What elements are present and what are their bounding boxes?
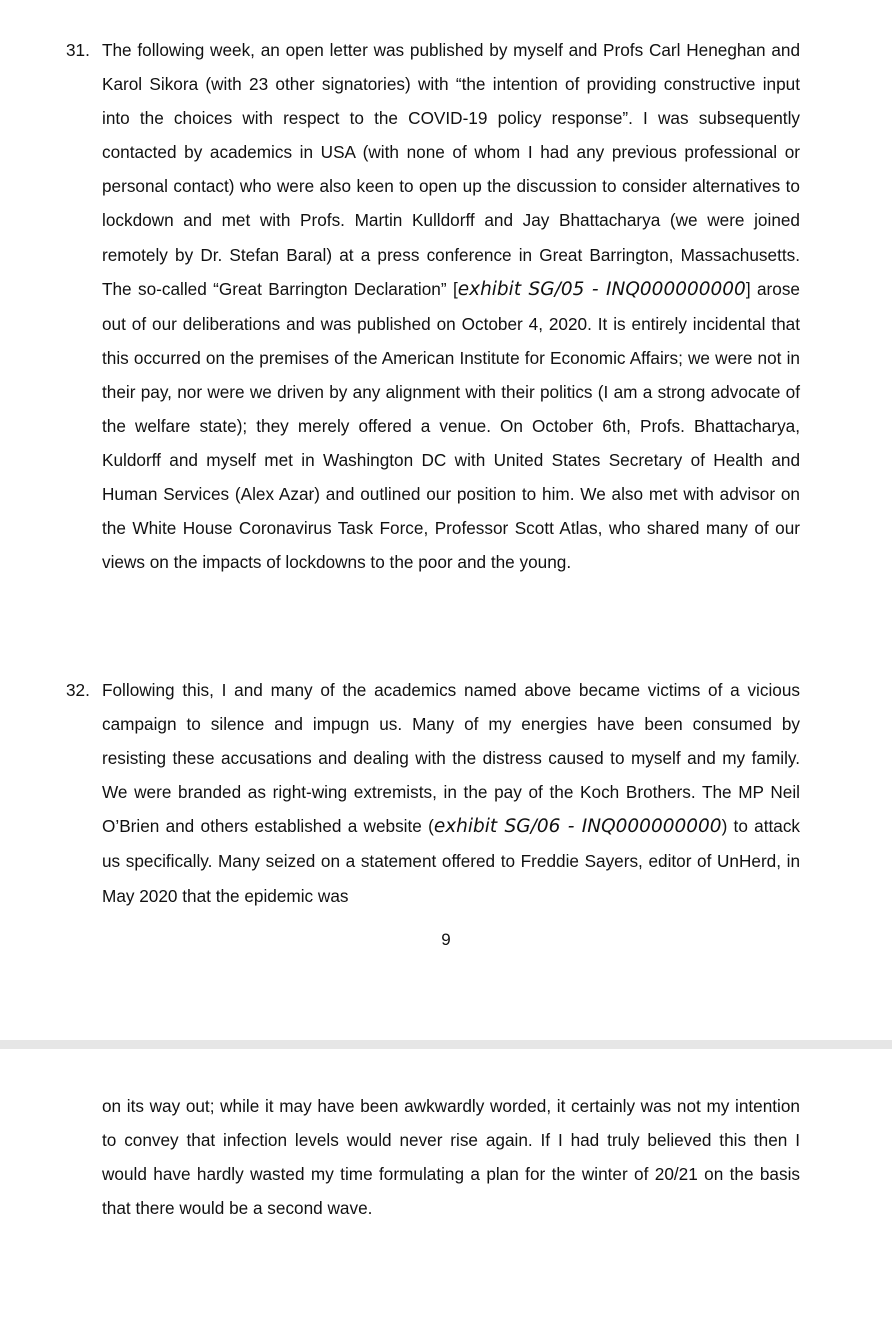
paragraph-text: The following week, an open letter was published by myself and Profs Carl Heneghan and Karol Sikora (with 23 other signatories) with “the intention of providing constructive input into the choices with respect to the COVID-19 policy response”. I was subsequently contacted by academics in USA (with none of whom I had any previous professional or personal contact) who were also keen to open up the discussion to consider alternatives to lockdown and met with Profs. Martin Kulldorff and Jay Bhattacharya (we were joined remotely by Dr. Stefan Baral) at a press conference in Great Barrington, Massachusetts. The so-called “Great Barrington Declaration” [ (102, 40, 800, 299)
paragraph-number: 31. (66, 40, 90, 60)
document-page-10 (0, 1049, 892, 1326)
page-number: 9 (441, 930, 451, 949)
paragraph-text: ) to attack us specifically. Many seized on a statement offered to Freddie Sayers, editor of UnHerd, in May 2020 that the epidemic was (102, 816, 801, 906)
page-separator (0, 1040, 892, 1049)
paragraph-31 (66, 33, 800, 580)
exhibit-reference: exhibit SG/06 - INQ000000000 (433, 816, 722, 838)
exhibit-reference: exhibit SG/05 - INQ000000000 (457, 278, 746, 300)
paragraph-text: Following this, I and many of the academics named above became victims of a vicious campaign to silence and impugn us. Many of my energies have been consumed by resisting these accusations and dealing with the distress caused to myself and my family. We were branded as right-wing extremists, in the pay of the Koch Brothers. The MP Neil O’Brien and others established a website ( (102, 680, 800, 837)
paragraph-32-continued: on its way out; while it may have been awkwardly worded, it certainly was not my intention to convey that infection levels would never rise again. If I had truly believed this then I would have hardly wasted my time formulating a plan for the winter of 20/21 on the basis that there would be a second wave. (102, 1096, 800, 1219)
paragraph-number: 32. (66, 680, 90, 700)
paragraph-32 (66, 673, 801, 913)
paragraph-text: ] arose out of our deliberations and was published on October 4, 2020. It is entirely incidental that this occurred on the premises of the American Institute for Economic Affairs; we were not in their pay, nor were we driven by any alignment with their politics (I am a strong advocate of the welfare state); they merely offered a venue. On October 6th, Profs. Bhattacharya, Kuldorff and myself met in Washington DC with United States Secretary of Health and Human Services (Alex Azar) and outlined our position to him. We also met with advisor on the White House Coronavirus Task Force, Professor Scott Atlas, who shared many of our views on the impacts of lockdowns to the poor and the young. (102, 278, 800, 573)
